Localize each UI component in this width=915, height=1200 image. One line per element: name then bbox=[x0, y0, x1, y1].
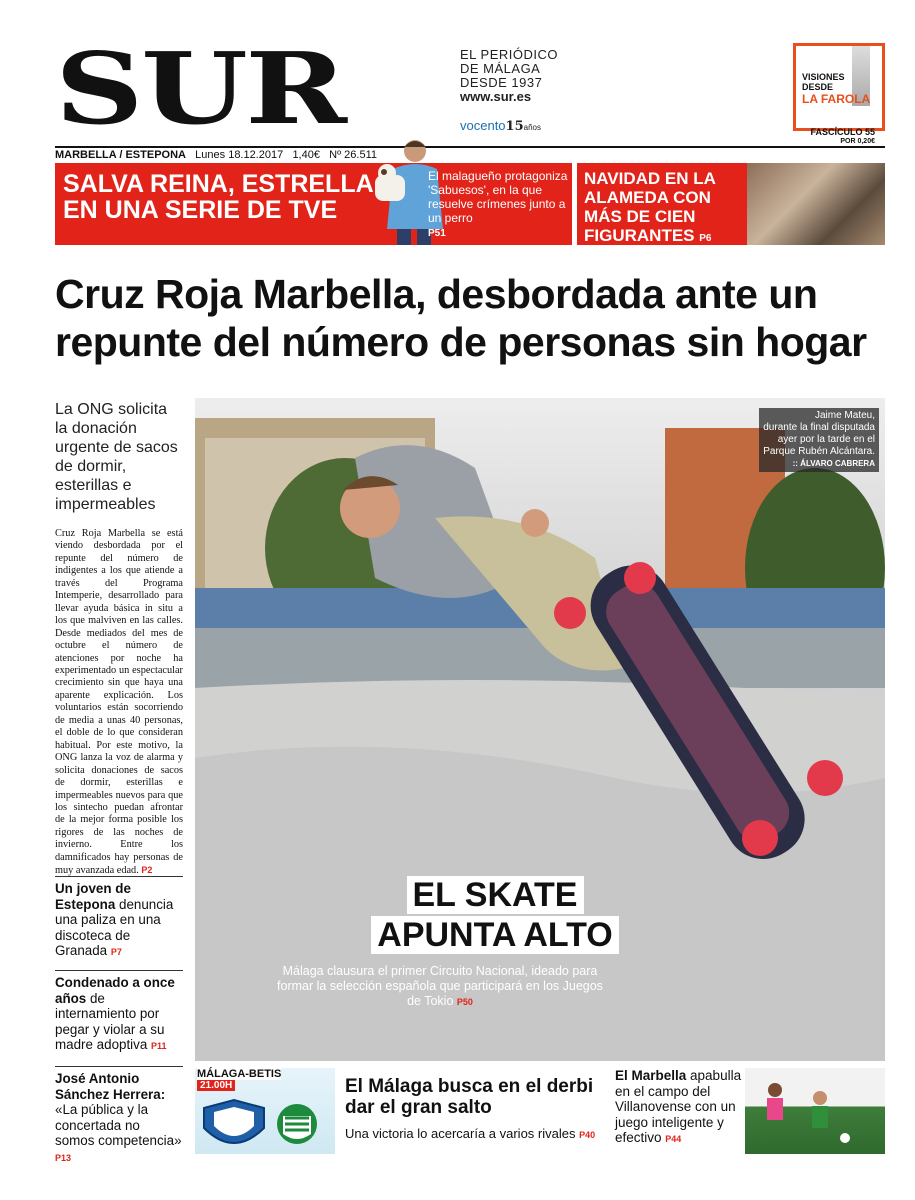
tagline-line: DE MÁLAGA bbox=[460, 61, 541, 76]
vocento-logo bbox=[460, 118, 541, 134]
page-ref: P44 bbox=[665, 1134, 682, 1144]
match-hour: 21.00H bbox=[197, 1080, 235, 1091]
edition-number: Nº 26.511 bbox=[329, 149, 377, 161]
club-crests-icon bbox=[199, 1098, 329, 1152]
sports-strip bbox=[195, 1068, 885, 1154]
page-ref: P2 bbox=[141, 865, 153, 876]
photo-credit: :: ÁLVARO CABRERA bbox=[792, 459, 875, 468]
masthead bbox=[55, 32, 885, 147]
navidad-photo bbox=[747, 163, 885, 245]
derby-sub: Una victoria lo acercaría a varios rivales P40 bbox=[345, 1126, 596, 1141]
website-url[interactable]: www.sur.es bbox=[460, 89, 532, 104]
banner-headline-line: EN UNA SERIE DE TVE bbox=[63, 196, 338, 224]
lead-story-column bbox=[55, 400, 183, 878]
lead-body bbox=[55, 528, 183, 878]
promo-banner-salva-reina[interactable] bbox=[55, 163, 572, 245]
brief-bold: Un joven de Estepona bbox=[55, 881, 131, 912]
lead-deck: La ONG solicita la donación urgente de sacos de dormir, esterillas e impermeables bbox=[55, 401, 178, 513]
banner-headline-line: SALVA REINA, ESTRELLA bbox=[63, 170, 374, 198]
edition-price: 1,40€ bbox=[292, 149, 320, 161]
derby-headline: El Málaga busca en el derbi dar el gran salto bbox=[345, 1076, 594, 1118]
caption-line: durante la final disputada bbox=[763, 422, 875, 433]
marbella-bold: El Marbella bbox=[615, 1068, 687, 1083]
skate-photo[interactable] bbox=[195, 398, 885, 1061]
edition-bar bbox=[55, 146, 885, 162]
page-ref: P51 bbox=[428, 228, 446, 239]
brief-text: denuncia una paliza en una discoteca de Granada bbox=[55, 896, 174, 958]
banner-headline bbox=[63, 171, 374, 223]
page-ref: P40 bbox=[579, 1130, 596, 1140]
brief-text: «La pública y la concertada no somos competencia» bbox=[55, 1102, 182, 1148]
skate-subtitle: Málaga clausura el primer Circuito Nacional, ideado para formar la selección española que participará en los Juegos de Tokio P50 bbox=[277, 964, 603, 1008]
brief-bold: José Antonio Sánchez Herrera: bbox=[55, 1071, 166, 1102]
skateboarder-illustration bbox=[195, 398, 885, 1061]
banner-text: El malagueño protagoniza 'Sabuesos', en la que resuelve crímenes junto a un perro P51 bbox=[428, 169, 568, 239]
football-photo bbox=[745, 1068, 885, 1154]
page-ref: P11 bbox=[151, 1041, 167, 1051]
page-ref: P13 bbox=[55, 1152, 72, 1163]
vocento-years: 15 bbox=[505, 119, 524, 134]
skate-headline[interactable] bbox=[345, 876, 645, 956]
derby-story[interactable] bbox=[345, 1076, 610, 1141]
brief-text: de internamiento por pegar y violar a su madre adoptiva bbox=[55, 990, 165, 1052]
page-ref: P6 bbox=[699, 233, 712, 244]
promo-title: LA FAROLA bbox=[802, 92, 871, 106]
main-headline[interactable]: Cruz Roja Marbella, desbordada ante un repunte del número de personas sin hogar bbox=[55, 271, 867, 365]
banner-headline: NAVIDAD EN LA ALAMEDA CON MÁS DE CIEN FIGURANTES P6 bbox=[584, 169, 716, 245]
vocento-years-label: años bbox=[523, 123, 541, 132]
promo-price: POR 0,20€ bbox=[840, 138, 875, 145]
brief-bold: Condenado a once años bbox=[55, 975, 175, 1006]
match-crests[interactable] bbox=[195, 1068, 335, 1154]
marbella-story[interactable] bbox=[615, 1068, 745, 1148]
page-ref: P7 bbox=[110, 947, 122, 957]
page-ref: P50 bbox=[456, 997, 473, 1007]
brief-item[interactable] bbox=[55, 970, 183, 1055]
tagline-line: DESDE 1937 bbox=[460, 75, 543, 90]
promo-box[interactable] bbox=[793, 43, 885, 131]
caption-line: Parque Rubén Alcántara. bbox=[763, 446, 875, 457]
brief-item[interactable] bbox=[55, 876, 183, 961]
photo-caption bbox=[759, 408, 879, 472]
promo-subtitle bbox=[810, 128, 875, 146]
promo-fasciculo: FASCÍCULO 55 bbox=[810, 127, 875, 137]
promo-banner-navidad[interactable] bbox=[577, 163, 747, 245]
vocento-name: vocento bbox=[460, 118, 506, 133]
edition-zone: MARBELLA / ESTEPONA bbox=[55, 149, 186, 161]
edition-date: Lunes 18.12.2017 bbox=[195, 149, 284, 161]
skate-headline-line: APUNTA ALTO bbox=[371, 916, 618, 954]
brief-item[interactable] bbox=[55, 1066, 183, 1166]
caption-line: Jaime Mateu, bbox=[814, 410, 875, 421]
tagline-line: EL PERIÓDICO bbox=[460, 47, 558, 62]
tagline bbox=[460, 48, 558, 104]
lead-body-text: Cruz Roja Marbella se está viendo desbordada por el repunte del número de indigentes a los que atiende a través del Programa Intemperie, desarrollado para llevar ayuda básica in situ a los que malviven en las calles. Desde mediados del mes de octubre el número de atenciones por noche ha experimentado un espectacular crecimiento sin que haya una aparente explicación. Los voluntarios están socorriendo de media a unas 40 personas, el doble de lo que consideran habitual. Por este motivo, la ONG lanza la voz de alarma y solicita donaciones de sacos de dormir, esterillas e impermeables nuevos para que los sintecho puedan afrontar de la mejor forma posible los rigores de las noches de invierno. Entre los damnificados hay personas de muy avanzada edad. bbox=[55, 528, 183, 877]
promo-line: VISIONES DESDE bbox=[802, 72, 845, 92]
football-players-illustration bbox=[745, 1068, 885, 1154]
skate-headline-line: EL SKATE bbox=[407, 876, 584, 914]
newspaper-logo[interactable]: SUR bbox=[55, 32, 345, 147]
marbella-text: apabulla en el campo del Villanovense con un juego inteligente y efectivo bbox=[615, 1068, 742, 1145]
caption-line: ayer por la tarde en el bbox=[777, 434, 875, 445]
match-tag: MÁLAGA-BETIS bbox=[197, 1068, 282, 1080]
